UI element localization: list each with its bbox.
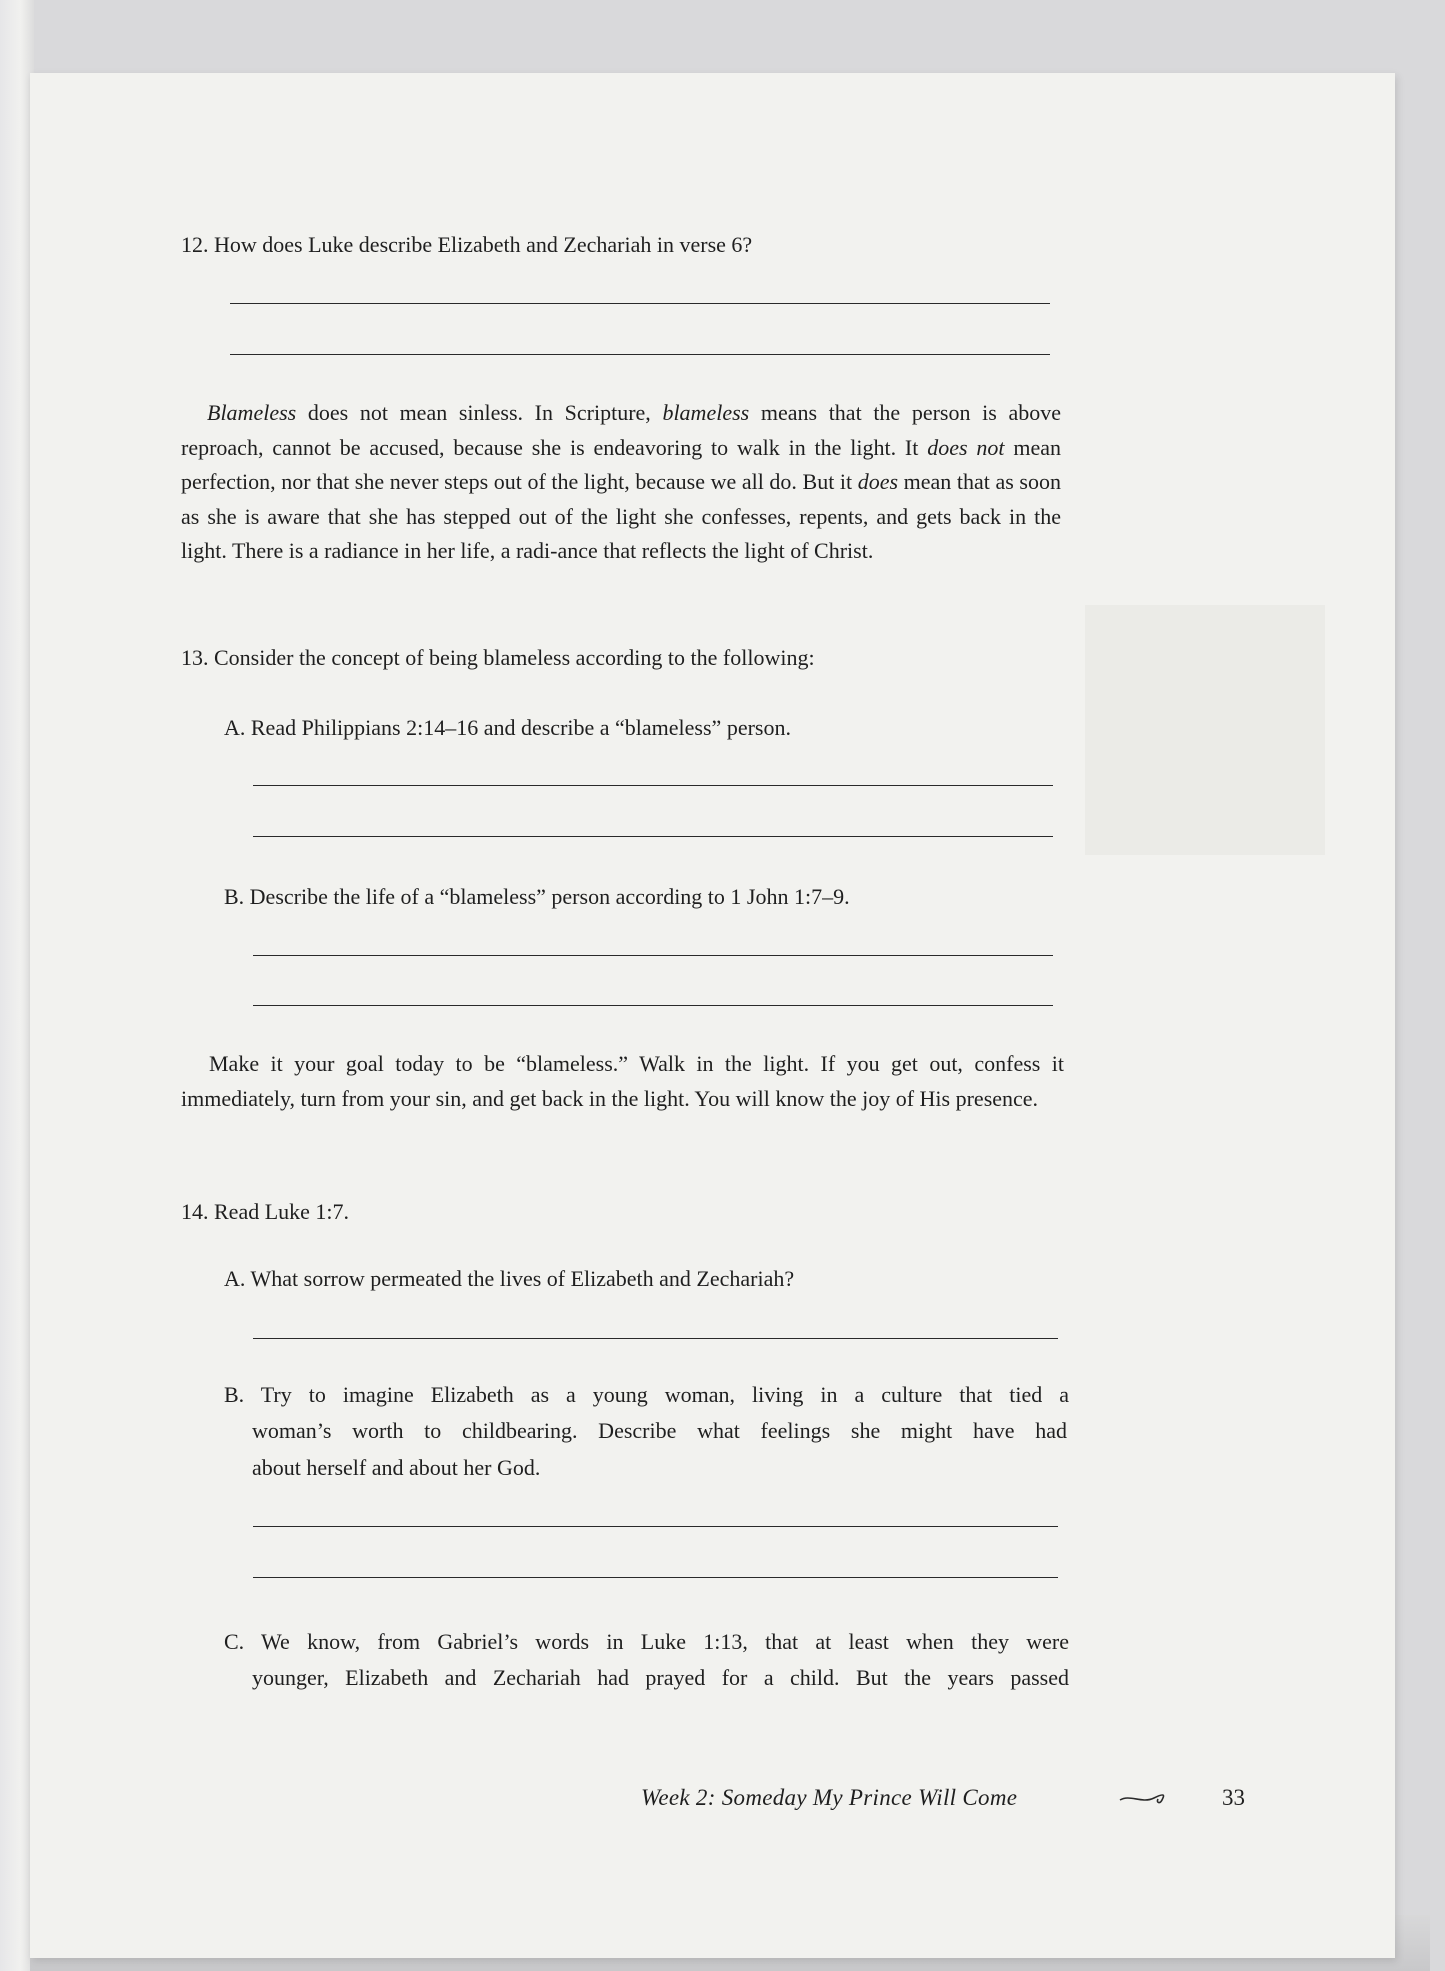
- question-12: 12. How does Luke describe Elizabeth and Zechariah in verse 6?: [181, 232, 753, 257]
- question-13a: A. Read Philippians 2:14–16 and describe a “blameless” person.: [224, 715, 791, 740]
- bleed-through-shadow: [1085, 605, 1325, 855]
- question-14: 14. Read Luke 1:7.: [181, 1199, 350, 1224]
- question-14a: A. What sorrow permeated the lives of Elizabeth and Zechariah?: [224, 1266, 795, 1291]
- blameless-paragraph: Blameless does not mean sinless. In Scripture, blameless means that the person is above reproach, cannot be accused, because she is endeavoring to walk in the light. It does not mean perfection, nor that she never steps out of the light, because we all do. But it does mean that as soon as she is aware that she has stepped out of the light she confesses, repents, and gets back in the light. There is a radiance in her life, a radi-ance that reflects the light of Christ.: [181, 400, 1061, 563]
- question-14c-line2: younger, Elizabeth and Zechariah had prayed for a child. But the years passed: [252, 1665, 1069, 1690]
- book-left-edge: [0, 0, 34, 1971]
- question-14b-line1: B. Try to imagine Elizabeth as a young woman, living in a culture that tied a: [224, 1382, 1069, 1407]
- answer-line[interactable]: [253, 1005, 1053, 1006]
- question-14c-line1: C. We know, from Gabriel’s words in Luke 1:13, that at least when they were: [224, 1629, 1069, 1654]
- answer-line[interactable]: [253, 836, 1053, 837]
- answer-line[interactable]: [253, 955, 1053, 956]
- running-title: Week 2: Someday My Prince Will Come: [641, 1785, 1018, 1810]
- answer-line[interactable]: [230, 303, 1050, 304]
- answer-line[interactable]: [253, 1526, 1058, 1527]
- answer-line[interactable]: [230, 354, 1050, 355]
- question-13b: B. Describe the life of a “blameless” person according to 1 John 1:7–9.: [224, 884, 850, 909]
- question-13: 13. Consider the concept of being blameless according to the following:: [181, 645, 815, 670]
- answer-line[interactable]: [253, 1338, 1058, 1339]
- swash-ornament-icon: [1118, 1790, 1168, 1806]
- question-14b-line2: woman’s worth to childbearing. Describe what feelings she might have had: [252, 1418, 1067, 1443]
- answer-line[interactable]: [253, 1577, 1058, 1578]
- goal-paragraph: Make it your goal today to be “blameless.” Walk in the light. If you get out, confess it immediately, turn from your sin, and get back in the light. You will know the joy of His presence.: [181, 1051, 1064, 1111]
- answer-line[interactable]: [253, 785, 1053, 786]
- page-number: 33: [1222, 1785, 1245, 1810]
- question-14b-line3: about herself and about her God.: [252, 1455, 541, 1480]
